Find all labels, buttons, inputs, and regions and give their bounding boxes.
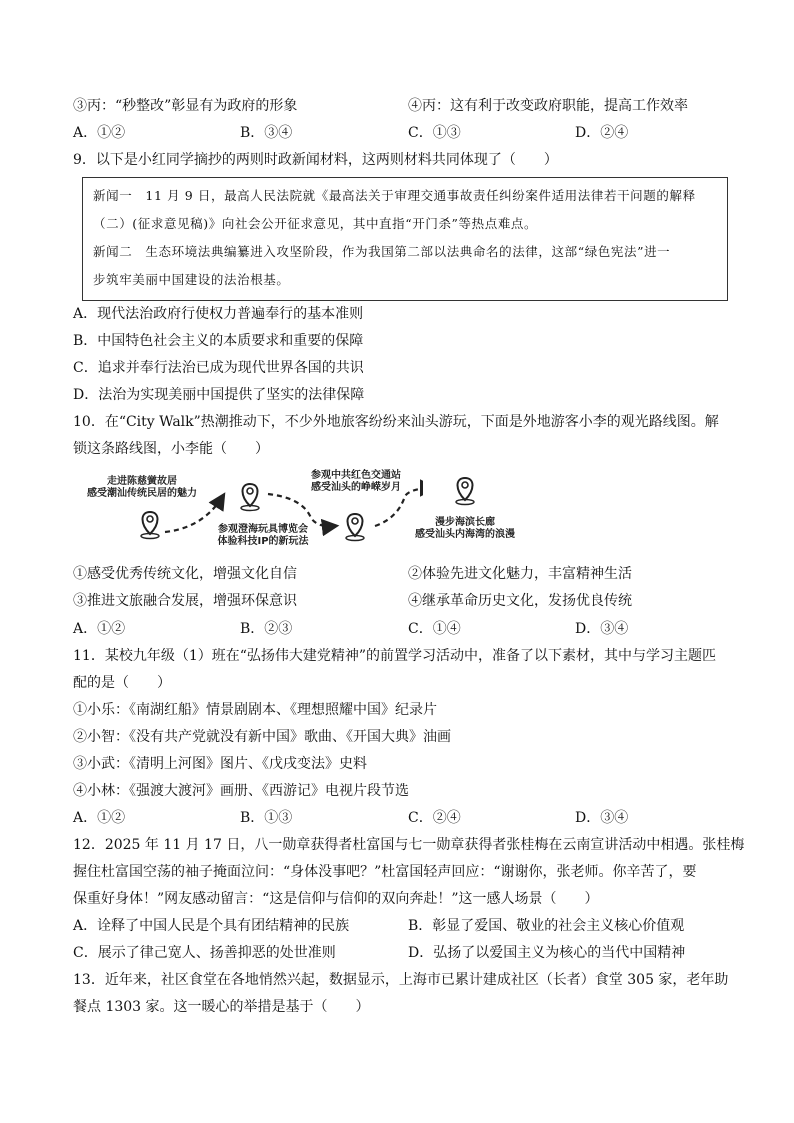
q10-choice-c: C．①④: [408, 621, 461, 637]
location-pin-icon: [450, 470, 480, 510]
q12-option-b: B．彰显了爱国、敬业的社会主义核心价值观: [408, 918, 685, 934]
q9-news2-line2: 步筑牢美丽中国建设的法治根基。: [93, 272, 290, 287]
q11-choice-c: C．②④: [408, 810, 461, 826]
route-stop3-label: [296, 470, 416, 494]
route-stop4-line2: 感受汕头内海湾的浪漫: [415, 529, 515, 540]
q10-statement-2: ②体验先进文化魅力，丰富精神生活: [408, 566, 632, 582]
q13-stem-line1: 13．近年来，社区食堂在各地悄然兴起，数据显示，上海市已累计建成社区（长者）食堂 305 家，老年助: [73, 972, 729, 988]
q9-news1-line1: 新闻一 11 月 9 日，最高人民法院就《最高法关于审理交通事故责任纠纷案件适用法律若干问题的解释: [93, 188, 696, 203]
q11-item-1: ①小乐：《南湖红船》情景剧剧本、《理想照耀中国》纪录片: [73, 702, 437, 718]
route-stop4-label: [410, 517, 520, 541]
q10-statement-3: ③推进文旅融合发展，增强环保意识: [73, 593, 297, 609]
q12-option-a: A．诠释了中国人民是个具有团结精神的民族: [73, 918, 350, 934]
q9-news2-line1: 新闻二 生态环境法典编纂进入攻坚阶段，作为我国第二部以法典命名的法律，这部“绿色宪法”进一: [93, 244, 671, 259]
route-stop1-label: [77, 476, 207, 500]
q11-choice-a: A．①②: [73, 810, 126, 826]
q13-stem-line2: 餐点 1303 家。这一暖心的举措是基于（ ）: [73, 999, 370, 1015]
q11-item-2: ②小智：《没有共产党就没有新中国》歌曲、《开国大典》油画: [73, 729, 451, 745]
q8-choice-a: A．①②: [73, 125, 126, 141]
route-stop2-label: [203, 524, 323, 548]
q11-item-4: ④小林：《强渡大渡河》画册、《西游记》电视片段节选: [73, 783, 409, 799]
q11-stem-line1: 11．某校九年级（1）班在“弘扬伟大建党精神”的前置学习活动中，准备了以下素材，其中与学习主题匹: [73, 648, 717, 664]
q9-news-box: [82, 177, 728, 301]
q9-option-c: C．追求并奉行法治已成为现代世界各国的共识: [73, 360, 364, 376]
q10-statement-4: ④继承革命历史文化，发扬优良传统: [408, 593, 632, 609]
q8-choice-b: B．③④: [240, 125, 293, 141]
q11-choice-b: B．①③: [240, 810, 293, 826]
q9-option-a: A．现代法治政府行使权力普遍奉行的基本准则: [73, 306, 364, 322]
route-stop2-line2: 体验科技IP的新玩法: [217, 536, 309, 547]
q8-option-4: ④丙：这有利于改变政府职能，提高工作效率: [408, 98, 688, 114]
q9-news1-line2: （二）(征求意见稿)》向社会公开征求意见，其中直指“开门杀”等热点难点。: [93, 216, 538, 231]
q11-stem-line2: 配的是（ ）: [73, 675, 171, 691]
q12-option-c: C．展示了律己宽人、扬善抑恶的处世准则: [73, 945, 336, 961]
q11-item-3: ③小武：《清明上河图》图片、《戊戌变法》史料: [73, 756, 367, 772]
route-stop3-line2: 感受汕头的峥嵘岁月: [311, 482, 401, 493]
q12-stem-line2: 握住杜富国空荡的袖子掩面泣问：“身体没事吧？”杜富国轻声回应：“谢谢你，张老师。你辛苦了，要: [73, 864, 697, 880]
route-stop1-line2: 感受潮汕传统民居的魅力: [87, 488, 197, 499]
route-path-2: [268, 494, 335, 526]
route-stop3-line1: 参观中共红色交通站: [311, 470, 401, 481]
q10-choice-d: D．③④: [575, 621, 629, 637]
route-stop4-line1: 漫步海滨长廊: [435, 517, 495, 528]
q9-stem: 9．以下是小红同学摘抄的两则时政新闻材料，这两则材料共同体现了（ ）: [73, 152, 558, 168]
q12-stem-line1: 12．2025 年 11 月 17 日，八一勋章获得者杜富国与七一勋章获得者张桂梅在云南宣讲活动中相遇。张桂梅: [73, 837, 745, 853]
q9-option-d: D．法治为实现美丽中国提供了坚实的法律保障: [73, 387, 365, 403]
q10-stem-line2: 锁这条路线图，小李能（ ）: [73, 441, 269, 457]
q12-option-d: D．弘扬了以爱国主义为核心的当代中国精神: [408, 945, 686, 961]
location-pin-icon: [141, 512, 159, 539]
route-stop1-line1: 走进陈慈黉故居: [107, 476, 177, 487]
q12-stem-line3: 保重好身体！”网友感动留言：“这是信仰与信仰的双向奔赴！”这一感人场景（ ）: [73, 891, 599, 907]
location-pin-icon: [346, 514, 364, 541]
q10-statement-1: ①感受优秀传统文化，增强文化自信: [73, 566, 297, 582]
q8-choice-d: D．②④: [575, 125, 629, 141]
q9-option-b: B．中国特色社会主义的本质要求和重要的保障: [73, 333, 364, 349]
q8-choice-c: C．①③: [408, 125, 461, 141]
q11-choice-d: D．③④: [575, 810, 629, 826]
route-stop2-line1: 参观澄海玩具博览会: [218, 524, 308, 535]
q10-stem-line1: 10．在“City Walk”热潮推动下，不少外地旅客纷纷来汕头游玩，下面是外地游客小李的观光路线图。解: [73, 414, 719, 430]
q10-choice-b: B．②③: [240, 621, 293, 637]
q8-option-3: ③丙：“秒整改”彰显有为政府的形象: [73, 98, 298, 114]
location-pin-icon: [241, 484, 259, 511]
q10-choice-a: A．①②: [73, 621, 126, 637]
